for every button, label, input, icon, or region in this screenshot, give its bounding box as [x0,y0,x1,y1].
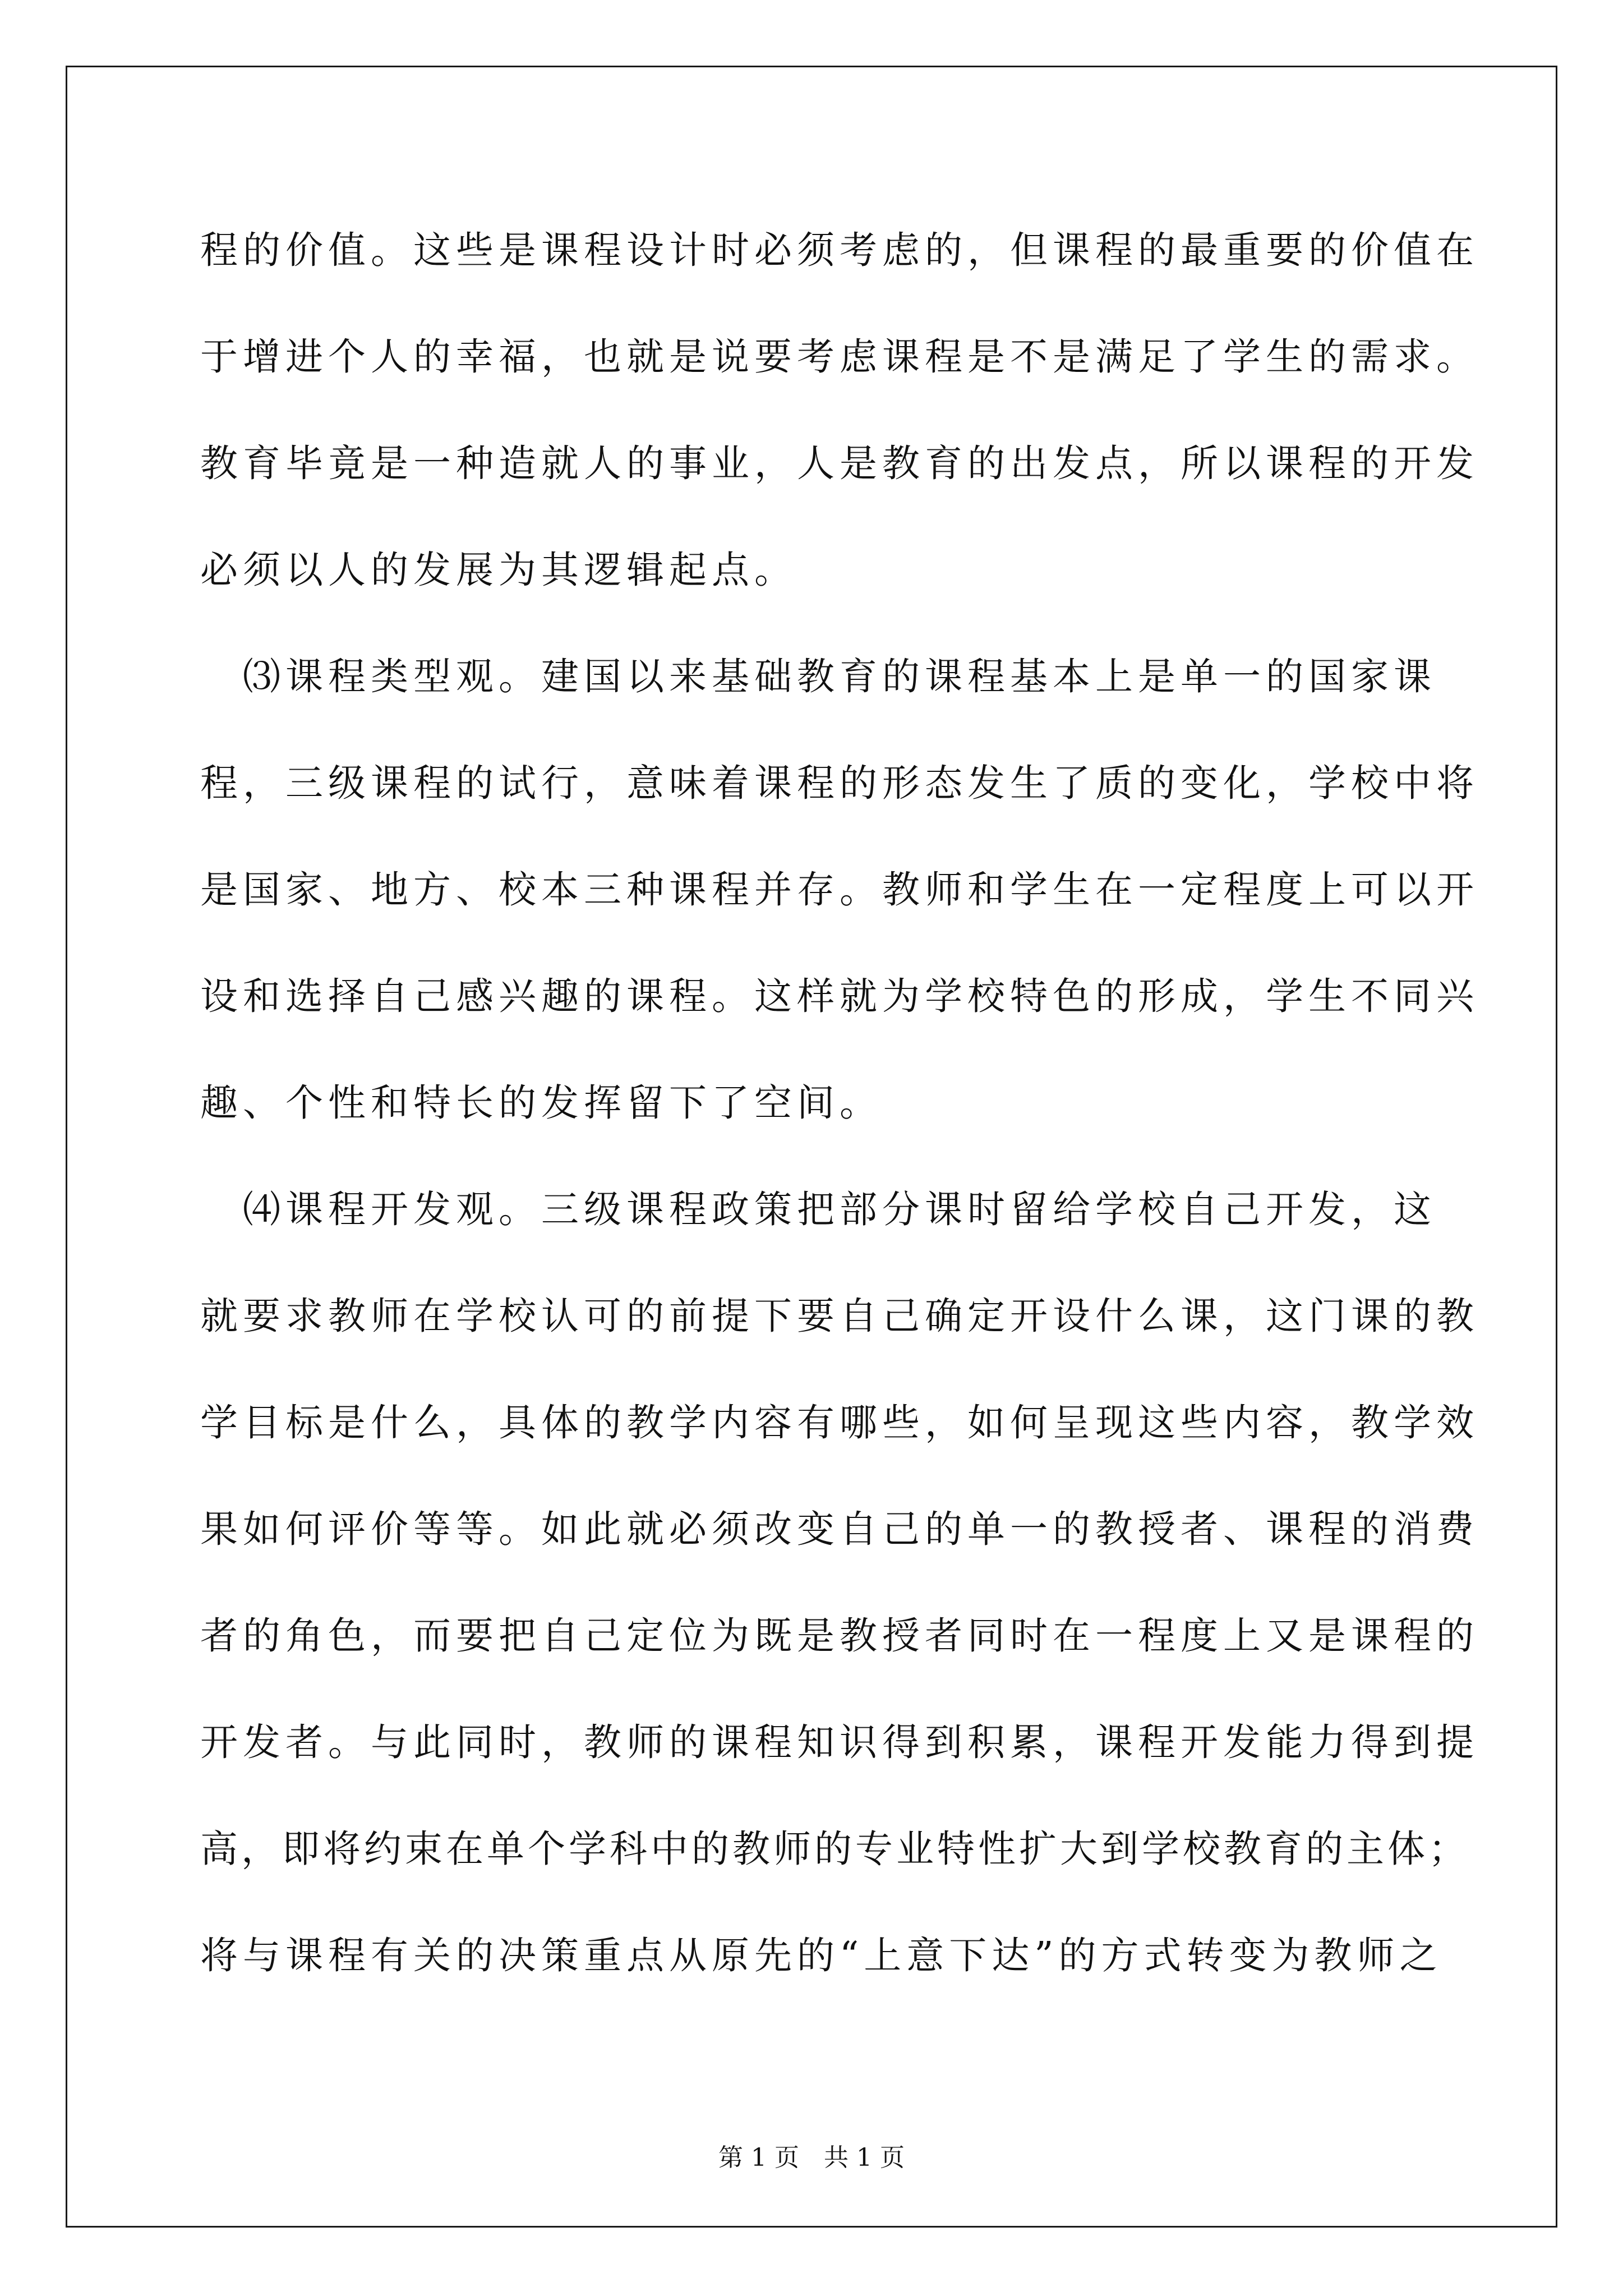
text-line: 将与课程有关的决策重点从原先的“上意下达”的方式转变为教师之 [200,1934,1442,1977]
text-line: 教育毕竟是一种造就人的事业，人是教育的出发点，所以课程的开发 [200,441,1479,485]
text-line: 趣、个性和特长的发挥留下了空间。 [200,1081,882,1125]
text-line: 学目标是什么，具体的教学内容有哪些，如何呈现这些内容，教学效 [200,1401,1479,1444]
text-line: 果如何评价等等。如此就必须改变自己的单一的教授者、课程的消费 [200,1507,1479,1551]
text-line: 于增进个人的幸福，也就是说要考虑课程是不是满足了学生的需求。 [200,335,1479,379]
text-line: 程，三级课程的试行，意味着课程的形态发生了质的变化，学校中将 [200,761,1479,805]
text-line: 高，即将约束在单个学科中的教师的专业特性扩大到学校教育的主体； [200,1827,1469,1871]
text-line: ⑶课程类型观。建国以来基础教育的课程基本上是单一的国家课 [200,655,1436,698]
page-number-footer: 第 1 页 共 1 页 [718,2143,905,2172]
text-line: 程的价值。这些是课程设计时必须考虑的，但课程的最重要的价值在 [200,228,1479,272]
text-line: 必须以人的发展为其逻辑起点。 [200,548,797,592]
text-line: 设和选择自己感兴趣的课程。这样就为学校特色的形成，学生不同兴 [200,974,1479,1018]
text-line: 开发者。与此同时，教师的课程知识得到积累，课程开发能力得到提 [200,1720,1479,1764]
text-line: 是国家、地方、校本三种课程并存。教师和学生在一定程度上可以开 [200,868,1479,912]
text-line: 者的角色，而要把自己定位为既是教授者同时在一程度上又是课程的 [200,1614,1479,1658]
text-line: ⑷课程开发观。三级课程政策把部分课时留给学校自己开发，这 [200,1188,1436,1231]
body-text [200,217,1479,2028]
text-line: 就要求教师在学校认可的前提下要自己确定开设什么课，这门课的教 [200,1294,1479,1338]
